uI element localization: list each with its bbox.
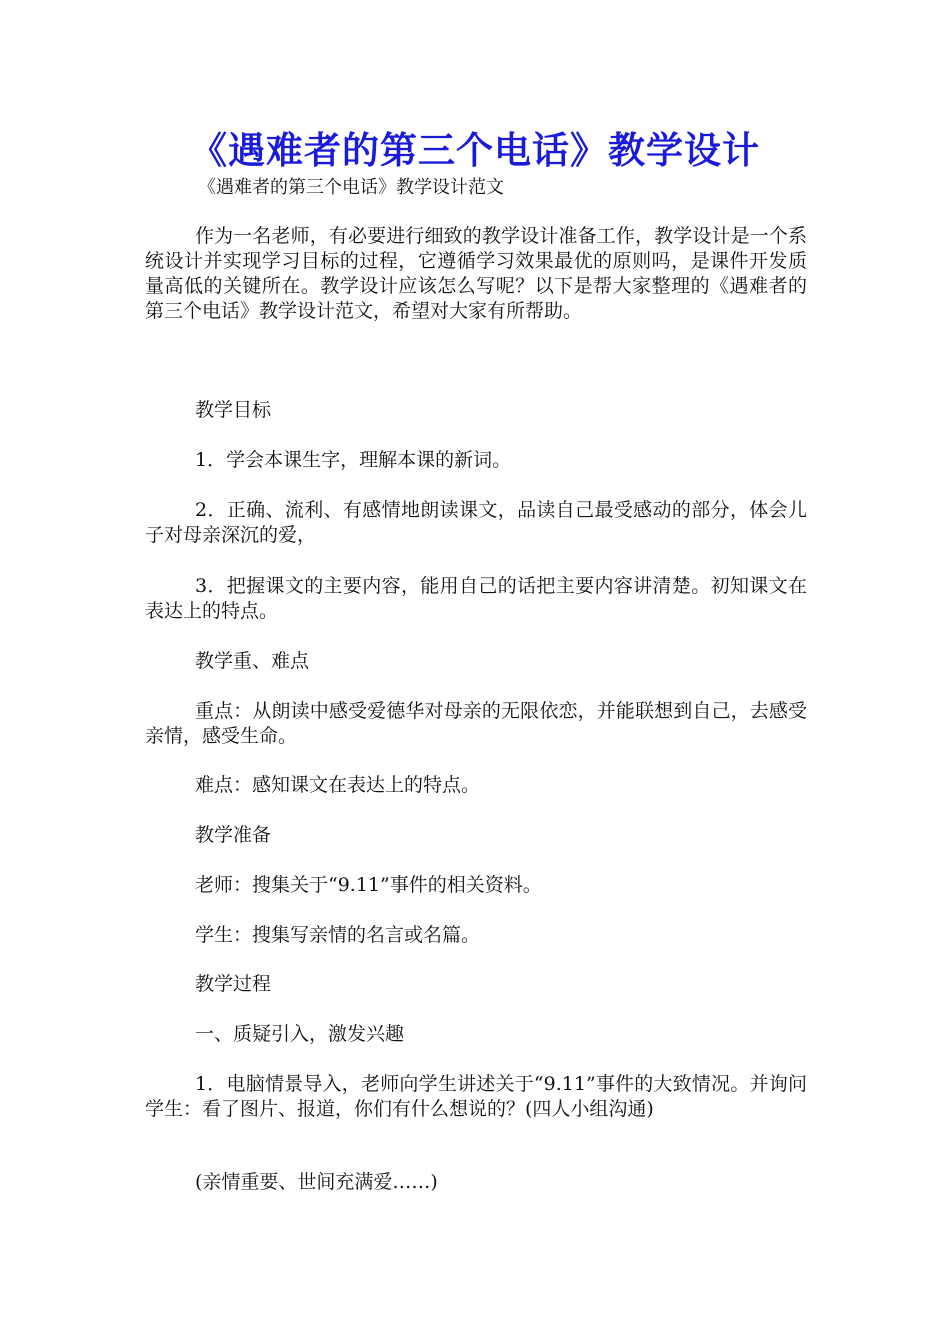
process-step-1-heading: 一、质疑引入，激发兴趣 — [195, 1023, 405, 1045]
goal-item-1: 1．学会本课生字，理解本课的新词。 — [195, 449, 512, 471]
heading-preparation: 教学准备 — [195, 824, 272, 846]
key-point-paragraph: 重点：从朗读中感受爱德华对母亲的无限依恋，并能联想到自己，去感受亲情，感受生命。 — [145, 700, 807, 747]
process-step-1-item: 1．电脑情景导入，老师向学生讲述关于“9.11”事件的大致情况。并询问学生：看了图片、报道，你们有什么想说的？(四人小组沟通) — [145, 1073, 807, 1120]
student-preparation: 学生：搜集写亲情的名言或名篇。 — [195, 924, 481, 946]
goal-item-3: 3．把握课文的主要内容，能用自己的话把主要内容讲清楚。初知课文在表达上的特点。 — [145, 575, 807, 622]
document-title: 《遇难者的第三个电话》教学设计 — [190, 129, 760, 172]
heading-teaching-goals: 教学目标 — [195, 399, 272, 421]
goal-item-2: 2．正确、流利、有感情地朗读课文，品读自己最受感动的部分，体会儿子对母亲深沉的爱， — [145, 499, 807, 546]
difficulty-paragraph: 难点：感知课文在表达上的特点。 — [195, 774, 481, 796]
heading-key-points: 教学重、难点 — [195, 650, 310, 672]
teacher-preparation: 老师：搜集关于“9.11”事件的相关资料。 — [195, 874, 542, 896]
heading-process: 教学过程 — [195, 973, 272, 995]
document-subtitle: 《遇难者的第三个电话》教学设计范文 — [198, 177, 504, 198]
process-step-1-note: (亲情重要、世间充满爱……) — [195, 1171, 438, 1193]
intro-paragraph: 作为一名老师，有必要进行细致的教学设计准备工作，教学设计是一个系统设计并实现学习目标的过程，它遵循学习效果最优的原则吗，是课件开发质量高低的关键所在。教学设计应该怎么写呢？以下是帮大家整理的《遇难者的第三个电话》教学设计范文，希望对大家有所帮助。 — [145, 225, 807, 322]
